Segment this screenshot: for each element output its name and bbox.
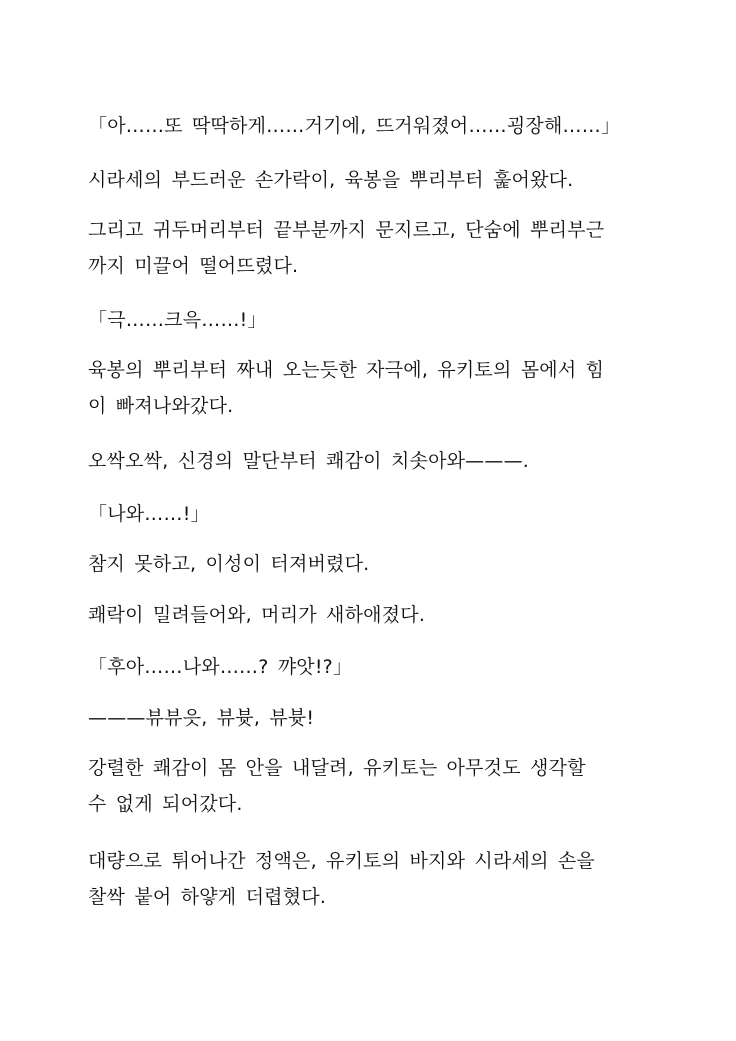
text-line: 그리고 귀두머리부터 끝부분까지 문지르고, 단숨에 뿌리부근 <box>88 219 605 241</box>
text-line: 「나와……!」 <box>88 503 210 525</box>
text-line: 이 빠져나와갔다. <box>88 395 234 417</box>
text-line: ———뷰뷰읏, 뷰븃, 뷰븃! <box>88 707 315 729</box>
text-line: 수 없게 되어갔다. <box>88 793 243 815</box>
text-line: 쾌락이 밀려들어와, 머리가 새하애졌다. <box>88 604 426 626</box>
paragraph-5 <box>88 352 668 424</box>
paragraph-9 <box>88 597 668 633</box>
text-line: 시라세의 부드러운 손가락이, 육봉을 뿌리부터 훑어왔다. <box>88 169 574 191</box>
text-line: 참지 못하고, 이성이 터져버렸다. <box>88 553 370 575</box>
paragraph-6 <box>88 443 668 479</box>
text-line: 「극……크윽……!」 <box>88 309 267 331</box>
paragraph-7 <box>88 496 668 532</box>
text-line: 육봉의 뿌리부터 짜내 오는듯한 자극에, 유키토의 몸에서 힘 <box>88 359 605 381</box>
paragraph-1 <box>88 108 668 144</box>
text-line: 까지 미끌어 떨어뜨렸다. <box>88 255 299 277</box>
paragraph-3 <box>88 212 668 284</box>
paragraph-11 <box>88 700 668 736</box>
paragraph-13 <box>88 843 668 915</box>
text-line: 찰싹 붙어 하얗게 더렵혔다. <box>88 886 327 908</box>
text-line: 오싹오싹, 신경의 말단부터 쾌감이 치솟아와———. <box>88 450 530 472</box>
text-line: 「아……또 딱딱하게……거기에, 뜨거워졌어……굉장해……」 <box>88 115 621 137</box>
paragraph-2 <box>88 162 668 198</box>
paragraph-10 <box>88 649 668 685</box>
text-line: 강렬한 쾌감이 몸 안을 내달려, 유키토는 아무것도 생각할 <box>88 757 586 779</box>
paragraph-8 <box>88 546 668 582</box>
paragraph-4 <box>88 302 668 338</box>
text-line: 대량으로 튀어나간 정액은, 유키토의 바지와 시라세의 손을 <box>88 850 595 872</box>
paragraph-12 <box>88 750 668 822</box>
text-line: 「후아……나와……? 꺄앗!?」 <box>88 656 353 678</box>
